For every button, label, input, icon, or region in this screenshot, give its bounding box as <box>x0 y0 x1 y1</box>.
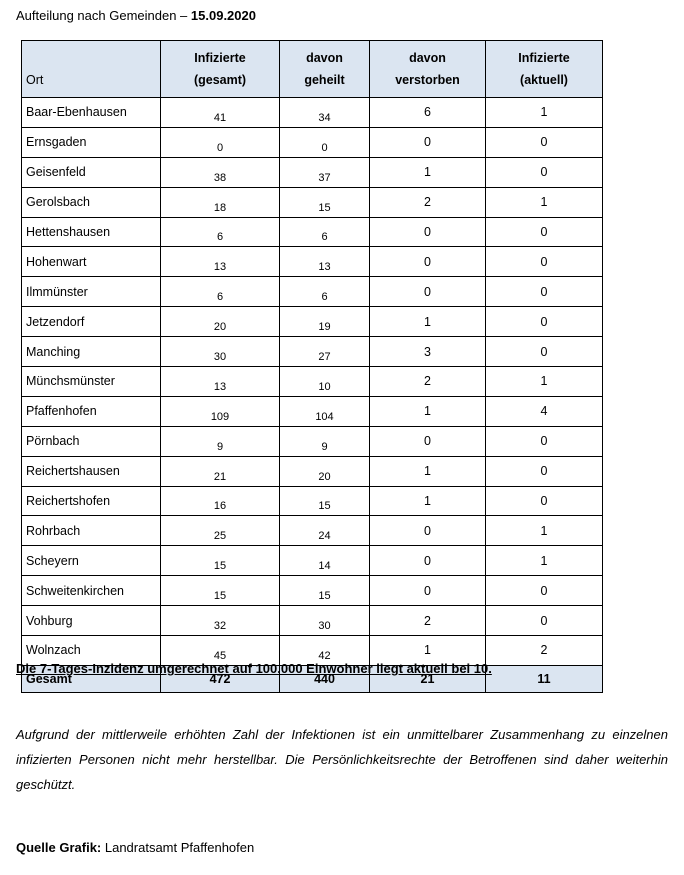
cell-value: 0 <box>161 127 280 157</box>
table-row <box>22 157 603 187</box>
cell-value: 41 <box>161 98 280 128</box>
cell-value: 0 <box>370 277 486 307</box>
column-header-infizierte-aktuell <box>486 41 603 98</box>
total-value: 11 <box>486 665 603 692</box>
table-row <box>22 307 603 337</box>
infection-table <box>21 40 603 693</box>
table-row <box>22 426 603 456</box>
heading-date: 15.09.2020 <box>190 8 256 23</box>
column-header-line2: verstorben <box>395 73 460 87</box>
table-row <box>22 606 603 636</box>
cell-value: 6 <box>161 277 280 307</box>
cell-value: 24 <box>280 516 370 546</box>
cell-value: 10 <box>280 367 370 397</box>
municipality-name: Scheyern <box>22 546 161 576</box>
cell-value: 0 <box>370 516 486 546</box>
municipality-name: Pörnbach <box>22 426 161 456</box>
total-value: 440 <box>280 665 370 692</box>
table-header-row <box>22 41 603 98</box>
municipality-name: Wolnzach <box>22 636 161 666</box>
cell-value: 0 <box>486 247 603 277</box>
table-row <box>22 367 603 397</box>
municipality-name: Hettenshausen <box>22 217 161 247</box>
total-value: 472 <box>161 665 280 692</box>
cell-value: 15 <box>280 187 370 217</box>
cell-value: 0 <box>370 546 486 576</box>
cell-value: 19 <box>280 307 370 337</box>
cell-value: 0 <box>370 426 486 456</box>
source-label: Quelle Grafik: <box>16 840 102 855</box>
municipality-name: Pfaffenhofen <box>22 396 161 426</box>
municipality-name: Reichertshofen <box>22 486 161 516</box>
heading-prefix: Aufteilung nach Gemeinden – <box>16 8 191 23</box>
cell-value: 0 <box>486 307 603 337</box>
cell-value: 0 <box>486 337 603 367</box>
table-row <box>22 546 603 576</box>
cell-value: 0 <box>370 127 486 157</box>
cell-value: 20 <box>280 456 370 486</box>
table-row <box>22 486 603 516</box>
municipality-name: Schweitenkirchen <box>22 576 161 606</box>
source-credit <box>16 840 254 855</box>
municipality-name: Vohburg <box>22 606 161 636</box>
cell-value: 0 <box>370 217 486 247</box>
cell-value: 32 <box>161 606 280 636</box>
cell-value: 25 <box>161 516 280 546</box>
municipality-name: Gerolsbach <box>22 187 161 217</box>
cell-value: 2 <box>370 187 486 217</box>
table-row <box>22 337 603 367</box>
cell-value: 30 <box>161 337 280 367</box>
cell-value: 21 <box>161 456 280 486</box>
cell-value: 6 <box>280 277 370 307</box>
column-header-line1: davon <box>409 51 446 65</box>
cell-value: 2 <box>370 367 486 397</box>
cell-value: 0 <box>486 127 603 157</box>
cell-value: 15 <box>161 576 280 606</box>
table-row <box>22 187 603 217</box>
cell-value: 1 <box>486 367 603 397</box>
page-heading <box>16 8 256 23</box>
column-header-line2: geheilt <box>304 73 345 87</box>
table-row <box>22 576 603 606</box>
cell-value: 9 <box>280 426 370 456</box>
cell-value: 4 <box>486 396 603 426</box>
table-row <box>22 396 603 426</box>
cell-value: 104 <box>280 396 370 426</box>
cell-value: 0 <box>486 456 603 486</box>
cell-value: 18 <box>161 187 280 217</box>
cell-value: 6 <box>161 217 280 247</box>
cell-value: 2 <box>486 636 603 666</box>
total-value: 21 <box>370 665 486 692</box>
municipality-name: Baar-Ebenhausen <box>22 98 161 128</box>
privacy-note: Aufgrund der mittlerweile erhöhten Zahl der Infektionen ist ein unmittelbarer Zusammenhang zu einzelnen infizierten Personen nicht mehr herstellbar. Die Persönlichkeitsrechte der Betroffenen sind daher weiterhin geschützt. <box>16 727 668 792</box>
cell-value: 15 <box>280 576 370 606</box>
cell-value: 0 <box>486 217 603 247</box>
municipality-name: Manching <box>22 337 161 367</box>
cell-value: 16 <box>161 486 280 516</box>
total-label: Gesamt <box>22 665 161 692</box>
source-value: Landratsamt Pfaffenhofen <box>101 840 255 855</box>
column-header-label: Ort <box>26 73 44 87</box>
incidence-statement: Die 7-Tages-Inzidenz umgerechnet auf 100.000 Einwohner liegt aktuell bei 10. <box>16 661 492 676</box>
cell-value: 1 <box>370 396 486 426</box>
municipality-name: Ilmmünster <box>22 277 161 307</box>
cell-value: 42 <box>280 636 370 666</box>
cell-value: 20 <box>161 307 280 337</box>
municipality-name: Rohrbach <box>22 516 161 546</box>
cell-value: 38 <box>161 157 280 187</box>
cell-value: 34 <box>280 98 370 128</box>
cell-value: 0 <box>370 247 486 277</box>
column-header-infizierte-gesamt <box>161 41 280 98</box>
table-row <box>22 217 603 247</box>
cell-value: 0 <box>486 606 603 636</box>
cell-value: 15 <box>280 486 370 516</box>
municipality-name: Münchsmünster <box>22 367 161 397</box>
cell-value: 13 <box>280 247 370 277</box>
column-header-davon-geheilt <box>280 41 370 98</box>
cell-value: 1 <box>370 636 486 666</box>
cell-value: 0 <box>486 486 603 516</box>
table-row <box>22 516 603 546</box>
cell-value: 1 <box>370 456 486 486</box>
cell-value: 6 <box>280 217 370 247</box>
cell-value: 2 <box>370 606 486 636</box>
cell-value: 37 <box>280 157 370 187</box>
municipality-name: Reichertshausen <box>22 456 161 486</box>
cell-value: 27 <box>280 337 370 367</box>
cell-value: 0 <box>486 576 603 606</box>
cell-value: 0 <box>486 277 603 307</box>
table-row <box>22 98 603 128</box>
cell-value: 1 <box>486 546 603 576</box>
cell-value: 1 <box>486 187 603 217</box>
cell-value: 0 <box>486 426 603 456</box>
column-header-line1: Infizierte <box>518 51 570 65</box>
column-header-ort <box>22 41 161 98</box>
table-row <box>22 247 603 277</box>
cell-value: 0 <box>486 157 603 187</box>
cell-value: 30 <box>280 606 370 636</box>
cell-value: 1 <box>486 516 603 546</box>
cell-value: 45 <box>161 636 280 666</box>
cell-value: 6 <box>370 98 486 128</box>
column-header-line1: davon <box>306 51 343 65</box>
cell-value: 1 <box>370 307 486 337</box>
municipality-name: Ernsgaden <box>22 127 161 157</box>
cell-value: 13 <box>161 367 280 397</box>
column-header-line2: (gesamt) <box>193 73 247 87</box>
table-body <box>22 98 603 693</box>
column-header-davon-verstorben <box>370 41 486 98</box>
municipality-name: Jetzendorf <box>22 307 161 337</box>
cell-value: 14 <box>280 546 370 576</box>
cell-value: 0 <box>280 127 370 157</box>
table-row <box>22 456 603 486</box>
municipality-name: Geisenfeld <box>22 157 161 187</box>
column-header-line2: (aktuell) <box>520 73 568 87</box>
cell-value: 1 <box>370 157 486 187</box>
table-row <box>22 127 603 157</box>
cell-value: 9 <box>161 426 280 456</box>
municipality-name: Hohenwart <box>22 247 161 277</box>
cell-value: 1 <box>486 98 603 128</box>
cell-value: 3 <box>370 337 486 367</box>
cell-value: 109 <box>161 396 280 426</box>
cell-value: 15 <box>161 546 280 576</box>
table-row <box>22 277 603 307</box>
cell-value: 1 <box>370 486 486 516</box>
cell-value: 13 <box>161 247 280 277</box>
column-header-line1: Infizierte <box>194 51 246 65</box>
cell-value: 0 <box>370 576 486 606</box>
